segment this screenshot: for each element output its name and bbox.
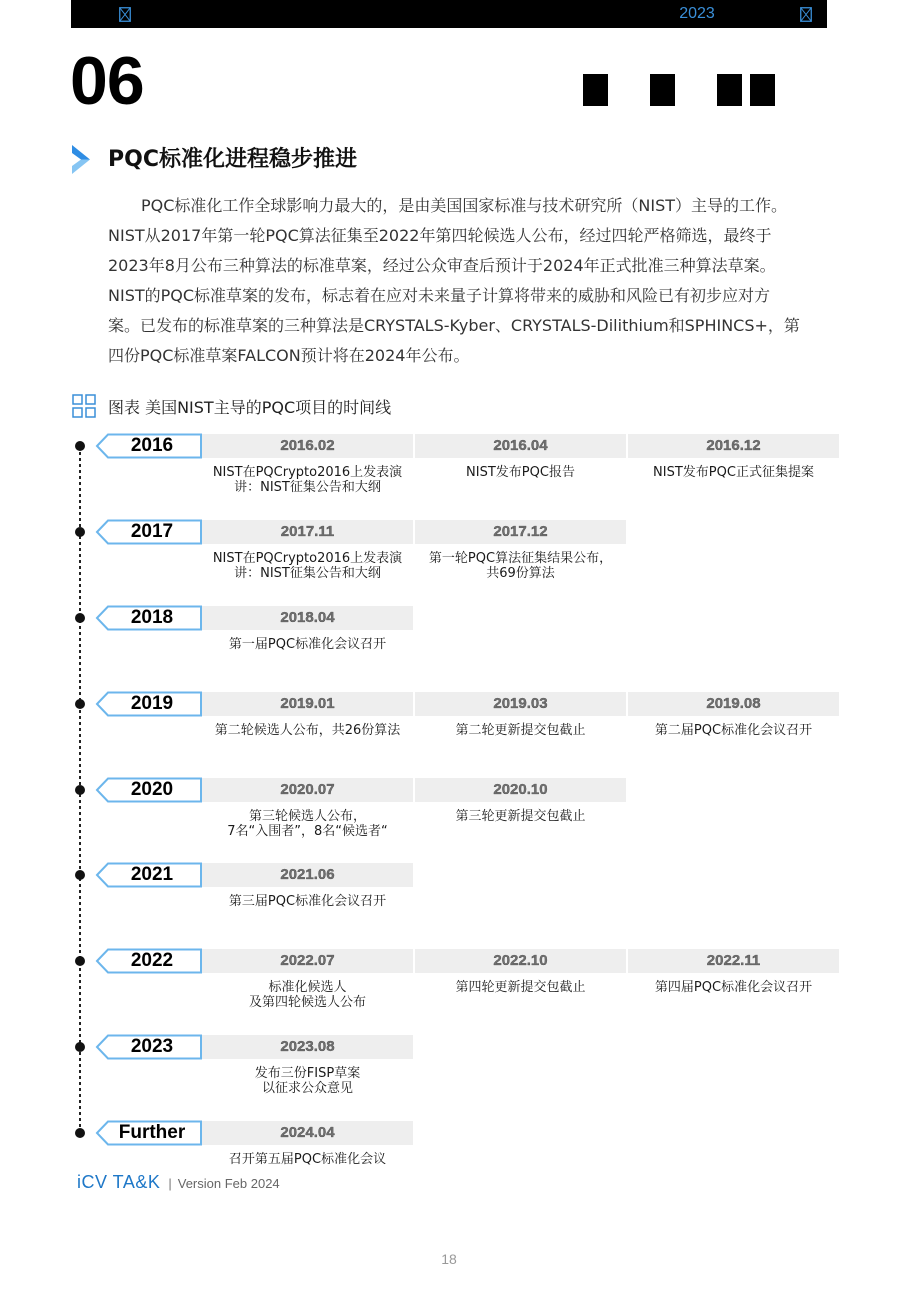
event-description-line: 发布三份FISP草案: [254, 1066, 361, 1082]
event-description: [202, 465, 413, 495]
event-description-line: 第二轮更新提交包截止: [455, 722, 586, 738]
year-label: Further: [118, 1122, 186, 1143]
event-description: [202, 980, 413, 1010]
timeline-dot: [75, 699, 85, 709]
chevron-right-icon: [72, 145, 90, 174]
missing-glyph-icon: [717, 74, 742, 106]
year-tag: [95, 862, 203, 888]
timeline-dot: [75, 870, 85, 880]
year-label: 2021: [130, 864, 174, 886]
timeline-dot: [75, 527, 85, 537]
header-year: 2023: [679, 5, 715, 22]
year-tag: [95, 605, 203, 631]
event-description: [202, 809, 413, 839]
event-description-line: 标准化候选人: [268, 980, 347, 996]
timeline-dot: [75, 1128, 85, 1138]
event-description-line: NIST发布PQC正式征集提案: [653, 465, 814, 480]
brand-logo: iCV TA&K: [77, 1172, 161, 1192]
timeline-event: [202, 1035, 413, 1096]
event-date-cell: 2019.01: [202, 692, 413, 716]
page-number: 18: [441, 1251, 457, 1267]
section-title: PQC标准化进程稳步推进: [108, 147, 357, 172]
event-description: [202, 894, 413, 909]
figure-caption: 图表 美国NIST主导的PQC项目的时间线: [108, 398, 392, 417]
paragraph-line: NIST从2017年第一轮PQC算法征集至2022年第四轮候选人公布，经过四轮严格筛选，最终于: [108, 226, 772, 245]
top-header-bar: [71, 0, 827, 28]
timeline-dot: [75, 613, 85, 623]
timeline-event: [415, 434, 626, 480]
timeline-event: [415, 520, 626, 581]
event-description-line: 第二届PQC标准化会议召开: [654, 722, 813, 738]
event-description-line: 以征求公众意见: [261, 1081, 353, 1097]
year-label: 2019: [130, 692, 174, 714]
event-date-cell: 2022.07: [202, 949, 413, 973]
timeline-event: [628, 949, 839, 995]
timeline-event: [415, 692, 626, 738]
footer-separator: |: [168, 1176, 172, 1191]
paragraph-line: NIST的PQC标准草案的发布，标志着在应对未来量子计算将带来的威胁和风险已有初步应对方: [108, 286, 771, 305]
event-description: [628, 465, 839, 480]
footer-version: Version Feb 2024: [177, 1176, 280, 1191]
event-description: [202, 551, 413, 581]
chapter-number: 06: [70, 43, 144, 119]
event-description-line: 第二轮候选人公布，共26份算法: [214, 722, 401, 738]
event-description-line: 第三轮候选人公布，: [248, 808, 366, 824]
timeline-event: [202, 778, 413, 839]
event-date-cell: 2020.07: [202, 778, 413, 802]
event-description-line: 召开第五届PQC标准化会议: [228, 1152, 387, 1167]
event-description-line: 及第四轮候选人公布: [248, 995, 366, 1011]
missing-glyph-icon: [650, 74, 675, 106]
event-date-cell: 2016.04: [415, 434, 626, 458]
year-tag: [95, 691, 203, 717]
timeline-event: [202, 1121, 413, 1167]
event-date-cell: 2022.11: [628, 949, 839, 973]
event-description-line: 第四轮更新提交包截止: [455, 980, 586, 996]
event-description: [415, 980, 626, 995]
event-description: [628, 723, 839, 738]
paragraph-line: 四份PQC标准草案FALCON预计将在2024年公布。: [108, 346, 470, 365]
year-label: 2017: [130, 520, 174, 542]
timeline-event: [202, 434, 413, 495]
event-date-cell: 2024.04: [202, 1121, 413, 1145]
event-description-line: 第一届PQC标准化会议召开: [228, 636, 387, 652]
missing-glyph-icon: [800, 7, 812, 22]
year-tag: [95, 948, 203, 974]
footer: [77, 1171, 280, 1193]
year-label: 2020: [130, 778, 174, 800]
paragraph-line: PQC标准化工作全球影响力最大的，是由美国国家标准与技术研究所（NIST）主导的工作。: [141, 196, 788, 215]
event-description: [202, 637, 413, 652]
event-date-cell: 2023.08: [202, 1035, 413, 1059]
paragraph-line: 2023年8月公布三种算法的标准草案，经过公众审查后预计于2024年正式批准三种算法草案。: [108, 256, 776, 275]
event-description: [628, 980, 839, 995]
event-date-cell: 2016.12: [628, 434, 839, 458]
timeline-event: [202, 520, 413, 581]
event-description-line: 第三轮更新提交包截止: [455, 808, 586, 824]
event-description-line: NIST发布PQC报告: [466, 465, 575, 480]
paragraph-line: 案。已发布的标准草案的三种算法是CRYSTALS-Kyber、CRYSTALS-Dilithium和SPHINCS+，第: [108, 316, 800, 335]
grid-icon: [72, 394, 96, 418]
event-description: [202, 1152, 413, 1167]
year-label: 2022: [130, 950, 174, 972]
event-description-line: 第四届PQC标准化会议召开: [654, 980, 813, 996]
missing-glyph-icon: [119, 7, 131, 22]
event-description-line: 共69份算法: [486, 565, 555, 581]
event-description-line: 7名“入围者”，8名“候选者“: [227, 823, 388, 839]
timeline-event: [415, 949, 626, 995]
missing-glyph-icon: [750, 74, 775, 106]
event-description: [415, 809, 626, 824]
event-description: [415, 551, 626, 581]
year-label: 2016: [130, 435, 174, 456]
event-description-line: 讲：NIST征集公告和大纲: [234, 480, 381, 495]
event-date-cell: 2019.03: [415, 692, 626, 716]
timeline-dot: [75, 956, 85, 966]
year-tag: [95, 777, 203, 803]
event-description: [415, 723, 626, 738]
year-tag: [95, 1120, 203, 1146]
timeline-event: [415, 778, 626, 824]
event-date-cell: 2020.10: [415, 778, 626, 802]
event-date-cell: 2016.02: [202, 434, 413, 458]
timeline-event: [202, 863, 413, 909]
event-date-cell: 2017.11: [202, 520, 413, 544]
timeline-dot: [75, 441, 85, 451]
timeline-event: [202, 606, 413, 652]
year-label: 2023: [130, 1036, 174, 1058]
event-description-line: 讲：NIST征集公告和大纲: [234, 565, 381, 581]
event-date-cell: 2019.08: [628, 692, 839, 716]
year-tag: [95, 433, 203, 459]
event-description-line: NIST在PQCrypto2016上发表演: [212, 465, 403, 480]
year-tag: [95, 519, 203, 545]
event-description: [202, 1066, 413, 1096]
event-date-cell: 2018.04: [202, 606, 413, 630]
timeline-event: [628, 434, 839, 480]
event-date-cell: 2022.10: [415, 949, 626, 973]
event-description-line: 第三届PQC标准化会议召开: [228, 894, 387, 910]
event-date-cell: 2021.06: [202, 863, 413, 887]
timeline-dot: [75, 785, 85, 795]
event-description-line: 第一轮PQC算法征集结果公布，: [428, 550, 613, 566]
event-description-line: NIST在PQCrypto2016上发表演: [212, 550, 403, 566]
timeline-event: [202, 692, 413, 738]
timeline-event: [628, 692, 839, 738]
timeline-event: [202, 949, 413, 1010]
timeline-dot: [75, 1042, 85, 1052]
year-tag: [95, 1034, 203, 1060]
missing-glyph-icon: [583, 74, 608, 106]
event-description: [415, 465, 626, 480]
event-description: [202, 723, 413, 738]
year-label: 2018: [130, 606, 174, 628]
event-date-cell: 2017.12: [415, 520, 626, 544]
